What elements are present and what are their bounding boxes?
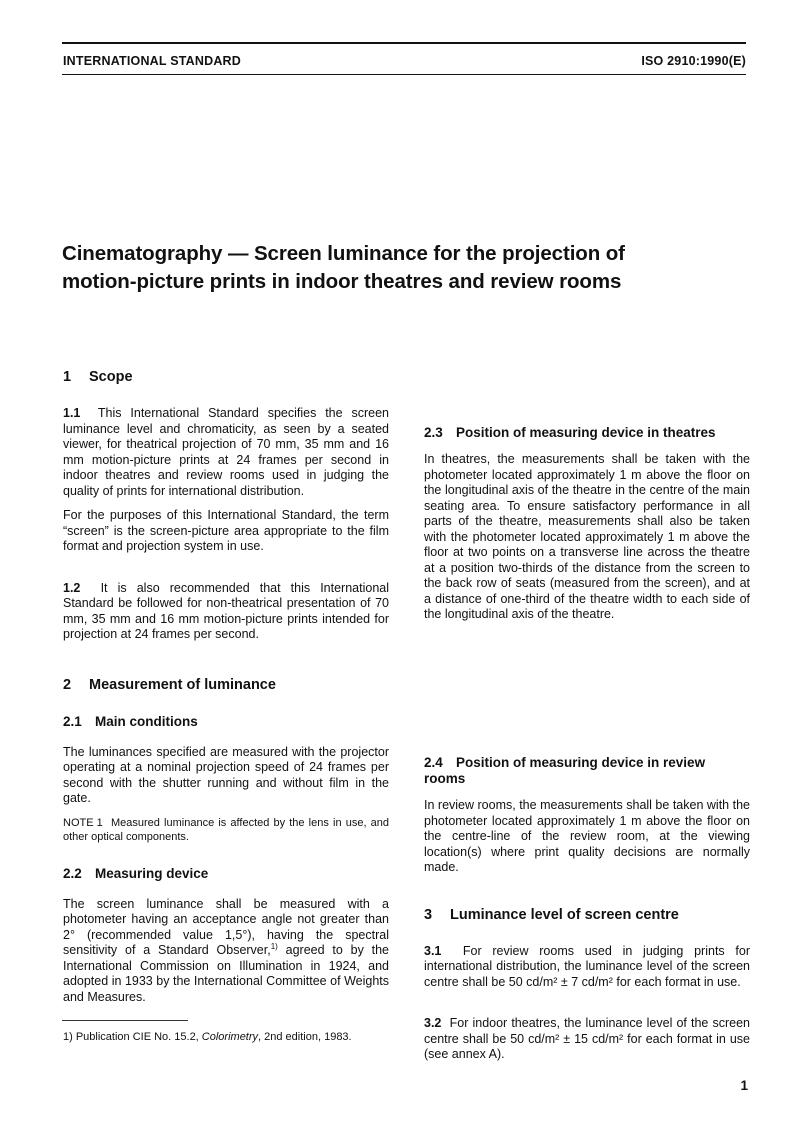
paragraph-2-1: The luminances specified are measured with the projector operating at a nominal projection speed of 24 frames per second with the shutter running and without film in the gate. [63, 744, 389, 805]
paragraph-2-3: In theatres, the measurements shall be taken with the photometer located approximately 1 m above the floor on the longitudinal axis of the theatre in the centre of the main seating area. To ensure satisfactory performance in all parts of the theatre, measurements shall also be taken with the photometer located approximately 1 m above the floor at two points on a transverse line across the theatre at a position two-thirds of the distance from the screen to the back row of seats (measured from the screen), and at a distance of one-third of the theatre width to each side of the longitudinal axis of the theatre. [424, 452, 750, 621]
left-column [63, 368, 389, 1005]
paragraph-2-2: The screen luminance shall be measured with a photometer having an acceptance angle not greater than 2° (recommended value 1,5°), having the spectral sensitivity of a Standard Observer,$^{1)}$ agreed to by the International Commission on Illumination in 1924, and adopted in 1933 by the International Committee of Weights and Measures. [63, 896, 389, 1004]
section-2-1-heading: 2.1 Main conditions [63, 713, 198, 729]
footnote-1: 1) Publication CIE No. 15.2, Colorimetry, 2nd edition, 1983. [63, 1031, 352, 1043]
section-1-heading: 1 Scope [63, 369, 133, 385]
paragraph-1-1-definition: For the purposes of this International Standard, the term “screen” is the screen-picture area appropriate to the film format and projection system in use. [63, 508, 389, 553]
paragraph-3-2: 3.2 For indoor theatres, the luminance level of the screen centre shall be 50 cd/m² ± 15 cd/m² for each format in use (see annex A). [424, 1016, 750, 1061]
footnote-rule [62, 1020, 188, 1021]
paragraph-3-1: 3.1 For review rooms used in judging prints for international distribution, the luminance level of the screen centre shall be 50 cd/m² ± 7 cd/m² for each format in use. [424, 943, 750, 989]
footnote-ref-1: 1) [270, 941, 278, 951]
top-rule [62, 42, 746, 44]
section-2-3-heading: 2.3 Position of measuring device in theatres [424, 425, 716, 440]
paragraph-1-2: 1.2 It is also recommended that this International Standard be followed for non-theatrical presentation of 70 mm, 35 mm and 16 mm motion-picture prints intended for projection at 24 frames per second. [63, 580, 390, 641]
header-standard-label: INTERNATIONAL STANDARD [63, 54, 242, 68]
note-1: NOTE 1 Measured luminance is affected by the lens in use, and other optical components. [63, 816, 389, 843]
title-line-1: Cinematography — Screen luminance for the projection of [62, 242, 625, 265]
header-rule [62, 74, 746, 75]
section-2-3-block [424, 425, 750, 623]
title-line-2: motion-picture prints in indoor theatres and review rooms [62, 270, 622, 293]
paragraph-2-4: In review rooms, the measurements shall be taken with the photometer located approximately 1 m above the floor on the centre-line of the review room, at the viewing location(s) where print quality decisions are normally made. [424, 798, 750, 874]
header-document-number: ISO 2910:1990(E) [641, 54, 746, 68]
paragraph-1-1: 1.1 This International Standard specifies the screen luminance level and chromaticity, as seen by a seated viewer, for theatrical projection of 70 mm, 35 mm and 16 mm motion-picture prints at 24 frames per second in indoor theatres and review rooms used in judging the quality of prints for international distribution. [63, 406, 389, 498]
page-number: 1 [740, 1078, 748, 1093]
section-2-2-heading: 2.2 Measuring device [63, 865, 209, 881]
document-title [62, 240, 742, 296]
section-3-heading: 3 Luminance level of screen centre [424, 906, 679, 923]
section-2-4-heading: 2.4 Position of measuring device in review rooms [424, 755, 706, 786]
section-2-heading: 2 Measurement of luminance [63, 676, 276, 693]
